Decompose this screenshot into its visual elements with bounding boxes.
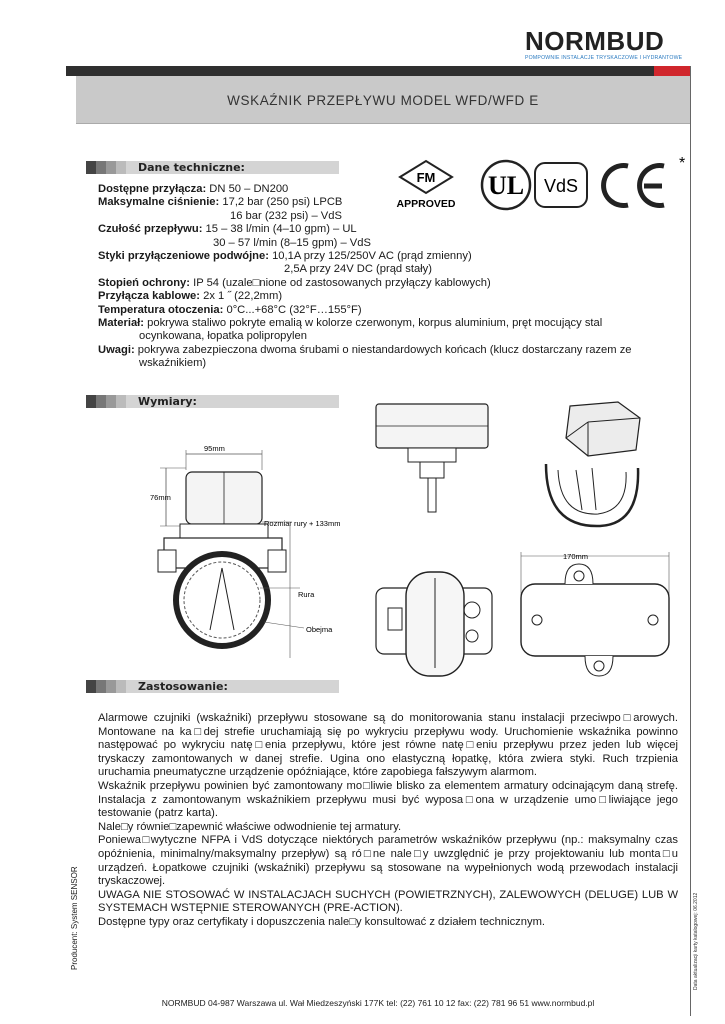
spec-row — [98, 250, 678, 263]
side-view-drawing — [368, 398, 498, 518]
material-row-cont: ocynkowana, łopatka polipropylen — [139, 330, 307, 343]
spec-label: Temperatura otoczenia: — [98, 303, 224, 316]
spec-label: Czułość przepływu: — [98, 223, 203, 236]
usage-paragraph: UWAGA NIE STOSOWAĆ W INSTALACJACH SUCHYCH (POWIETRZNYCH), ZALEWOWYCH (DELUGE) LUB W SYSTEMACH WSTĘPNIE STEROWANYCH (PRE-ACTION). — [98, 888, 678, 915]
tech-specs — [98, 183, 678, 371]
base-drawing — [505, 548, 685, 688]
notes-row-cont: wskaźnikiem) — [139, 357, 207, 370]
spec-value: 15 – 38 l/min (4–10 gpm) – UL — [202, 223, 357, 236]
spec-row — [98, 183, 678, 196]
usage-paragraph: Nale□y równie□zapewnić właściwe odwodnienie tej armatury. — [98, 820, 402, 833]
usage-paragraph: Wskaźnik przepływu powinien być zamontowany mo□liwie blisko za elementem armatury odcinającym daną strefę. Instalacja z zamontowanym wskaźnikiem przepływu musi być wyposa□ona w urządzenie umo□liwiające jego testowanie (patrz karta). — [98, 779, 678, 820]
spec-value: 10,1A przy 125/250V AC (prąd zmienny) — [268, 250, 472, 263]
material-row: Materiał: pokrywa staliwo pokryte emalią w kolorze czerwonym, korpus aluminium, pręt mocujący stal — [98, 317, 603, 330]
top-bar — [66, 66, 690, 76]
spec-label: Dostępne przyłącza: — [98, 183, 207, 195]
spec-row — [98, 210, 678, 223]
top-view-drawing — [368, 568, 498, 688]
section-title-dims: Wymiary: — [138, 395, 197, 408]
dimension-drawing — [140, 440, 370, 670]
dim-base-width-label: 170mm — [563, 552, 589, 561]
spec-row — [98, 304, 678, 317]
logo-text: NORMBUD — [525, 26, 665, 56]
dim-pipe-size-label: Rozmiar rury + 133mm — [264, 519, 341, 528]
top-bar-accent — [654, 66, 690, 76]
spec-value: 2x 1 ˝ (22,2mm) — [199, 290, 283, 303]
fm-approved-text: APPROVED — [396, 198, 456, 210]
spec-row — [98, 290, 678, 303]
perspective-drawing — [536, 398, 646, 538]
spec-value: 2,5A przy 24V DC (prąd stały) — [284, 263, 432, 276]
spec-label: Stopień ochrony: — [98, 276, 190, 289]
spec-value: 17,2 bar (250 psi) LPCB — [219, 196, 343, 209]
spec-label: Styki przyłączeniowe podwójne: — [98, 250, 269, 263]
dim-width-label: 95mm — [204, 444, 225, 453]
spec-value: 16 bar (232 psi) – VdS — [230, 209, 342, 222]
spec-value: 30 – 57 l/min (8–15 gpm) – VdS — [213, 236, 371, 249]
spec-row — [98, 223, 678, 236]
ul-text: UL — [487, 171, 525, 200]
spec-value: IP 54 (uzale□nione od zastosowanych przyłączy kablowych) — [190, 276, 491, 289]
dim-clamp-label: Obejma — [306, 625, 333, 634]
ce-asterisk: * — [679, 155, 686, 172]
spec-value: DN 50 – DN200 — [206, 183, 289, 195]
usage-paragraph: Poniewa□wytyczne NFPA i VdS dotyczące niektórych parametrów wskaźników przepływu (np.: maksymalny czas opóźnienia, minimalny/maksymalny przepływ) są ró□ne nale□y uwzględnić je przy projektowaniu lub monta□u urządzeń. Łopatkowe czujniki (wskaźniki) przepływu są stosowane na wypełnionych wodą przewodach instalacji tryskaczowej. — [98, 834, 678, 888]
section-title-tech: Dane techniczne: — [138, 161, 245, 174]
spec-row — [98, 277, 678, 290]
page-title: WSKAŹNIK PRZEPŁYWU MODEL WFD/WFD E — [227, 93, 539, 108]
spec-label: Maksymalne ciśnienie: — [98, 196, 220, 209]
dim-height-label: 76mm — [150, 493, 171, 502]
section-title-usage: Zastosowanie: — [138, 680, 228, 693]
vds-text: VdS — [543, 176, 579, 196]
spec-label: Przyłącza kablowe: — [98, 290, 200, 303]
producer-label: Producent: System SENSOR — [70, 866, 79, 970]
spec-row — [98, 237, 678, 250]
spec-row — [98, 263, 678, 276]
usage-text — [98, 712, 678, 930]
notes-row: Uwagi: pokrywa zabezpieczona dwoma śrubami o niestandardowych końcach (klucz dostarczany razem ze — [98, 343, 632, 356]
dim-pipe-label: Rura — [298, 590, 315, 599]
brand-logo — [525, 28, 687, 62]
spec-value: 0°C...+68°C (32°F…155°F) — [223, 303, 362, 316]
spec-row — [98, 196, 678, 209]
update-date-label: Data aktualizacji karty katalogowej: 06.2012 — [693, 892, 699, 990]
usage-paragraph: Dostępne typy oraz certyfikaty i dopuszczenia nale□y konsultować z działem technicznym. — [98, 915, 546, 928]
fm-text: FM — [416, 170, 436, 185]
usage-paragraph: Alarmowe czujniki (wskaźniki) przepływu stosowane są do monitorowania stanu instalacji przeciwpo□arowych. Montowane na ka□dej strefie uruchamiają się po wykryciu przepływu wody. Uruchomienie wskaźnika powinno następować po wykryciu natę□enia przepływu, które jest równe natę□eniu przepływu przez jeden lub więcej tryskaczy zamontowanych w danej strefie. Ugina ono elastyczną łopatkę, która zwiera styki. Ruch trzpienia uruchamia pneumatyczne urządzenie opóźniające, które zapobiega fałszywym alarmom. — [98, 712, 678, 779]
logo-subtitle: POMPOWNIE INSTALACJE TRYSKACZOWE I HYDRANTOWE — [525, 55, 683, 61]
page-footer: NORMBUD 04-987 Warszawa ul. Wał Miedzeszyński 177K tel: (22) 761 10 12 fax: (22) 781 96 51 www.normbud.pl — [161, 998, 595, 1008]
